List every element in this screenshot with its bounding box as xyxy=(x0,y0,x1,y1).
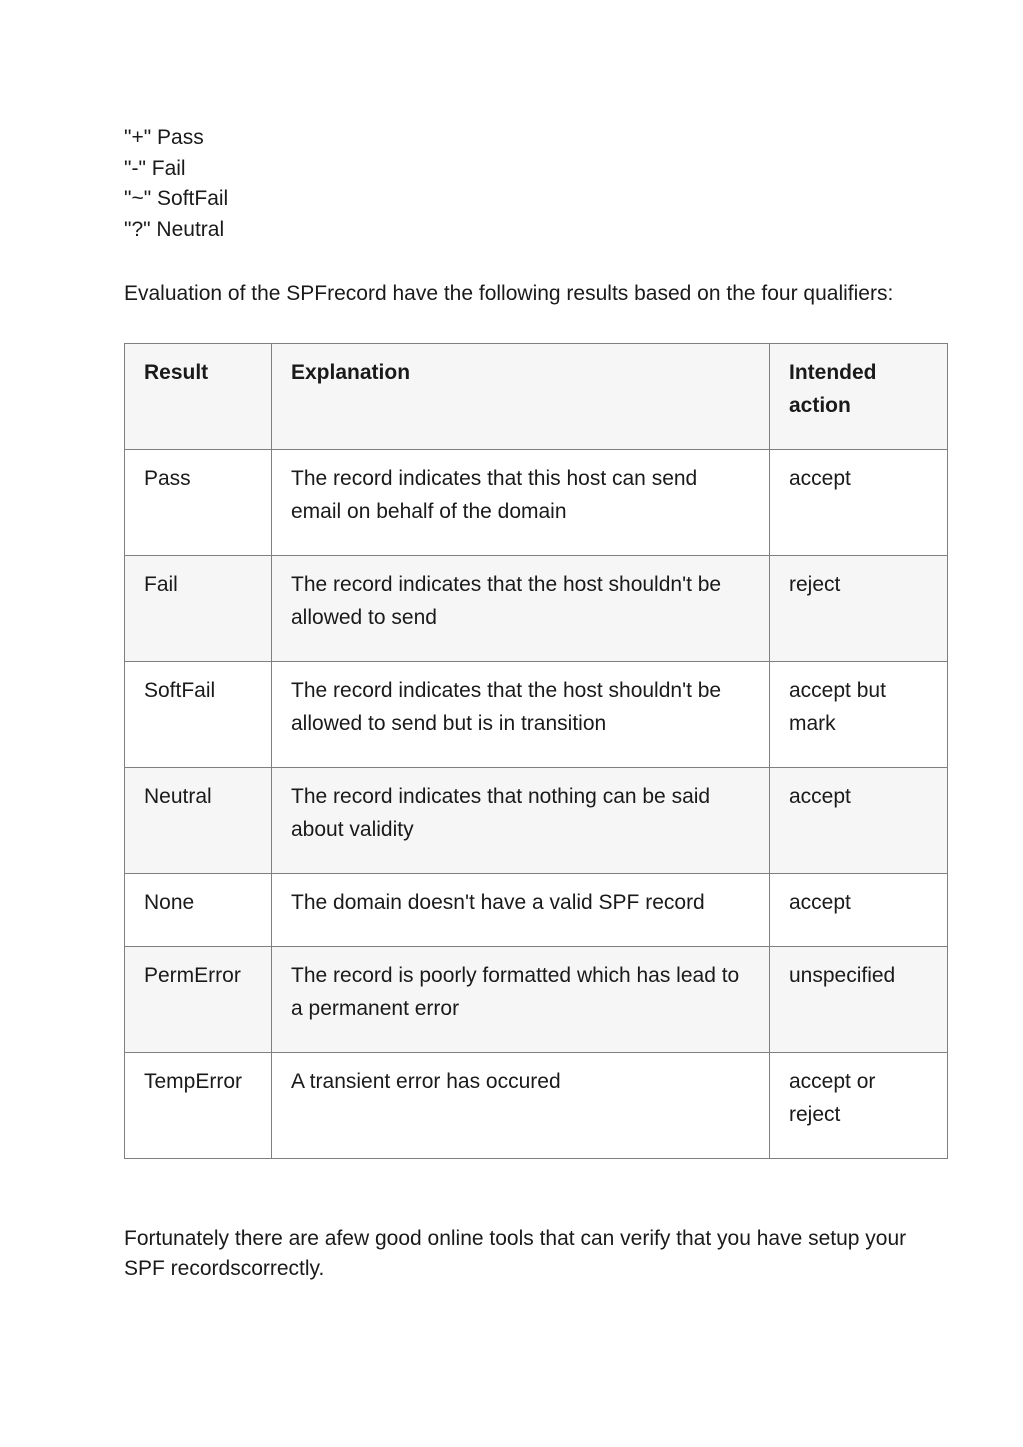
intro-paragraph: Evaluation of the SPFrecord have the following results based on the four qualifiers: xyxy=(124,282,894,305)
cell-action: reject xyxy=(770,555,948,661)
table-header-row xyxy=(125,343,948,449)
table-row xyxy=(125,946,948,1052)
header-intended-action: Intended action xyxy=(770,343,948,449)
cell-explanation: A transient error has occured xyxy=(272,1052,770,1158)
cell-result: Pass xyxy=(125,449,272,555)
cell-action: accept or reject xyxy=(770,1052,948,1158)
cell-action: accept xyxy=(770,873,948,946)
spf-results-table xyxy=(124,343,948,1159)
table-row xyxy=(125,873,948,946)
document-page xyxy=(124,123,947,1285)
cell-result: Fail xyxy=(125,555,272,661)
closing-paragraph: Fortunately there are afew good online tools that can verify that you have setup your SPF recordscorrectly. xyxy=(124,1226,907,1280)
cell-explanation: The record indicates that this host can send email on behalf of the domain xyxy=(272,449,770,555)
cell-explanation: The record indicates that the host shouldn't be allowed to send xyxy=(272,555,770,661)
cell-result: PermError xyxy=(125,946,272,1052)
qualifier-softfail: "~" SoftFail xyxy=(124,187,229,210)
table-row xyxy=(125,661,948,767)
cell-result: SoftFail xyxy=(125,661,272,767)
cell-result: Neutral xyxy=(125,767,272,873)
cell-action: accept xyxy=(770,767,948,873)
qualifier-neutral: "?" Neutral xyxy=(124,217,225,241)
cell-action: accept xyxy=(770,449,948,555)
cell-explanation: The record indicates that nothing can be said about validity xyxy=(272,767,770,873)
table-row xyxy=(125,449,948,555)
qualifier-fail: "-" Fail xyxy=(124,156,186,180)
qualifier-list xyxy=(124,123,947,245)
cell-action: accept but mark xyxy=(770,661,948,767)
cell-action: unspecified xyxy=(770,946,948,1052)
cell-result: TempError xyxy=(125,1052,272,1158)
cell-explanation: The domain doesn't have a valid SPF record xyxy=(272,873,770,946)
table-row xyxy=(125,767,948,873)
cell-explanation: The record indicates that the host shouldn't be allowed to send but is in transition xyxy=(272,661,770,767)
table-row xyxy=(125,1052,948,1158)
cell-explanation: The record is poorly formatted which has lead to a permanent error xyxy=(272,946,770,1052)
cell-result: None xyxy=(125,873,272,946)
qualifier-pass: "+" Pass xyxy=(124,126,204,149)
table-row xyxy=(125,555,948,661)
header-result: Result xyxy=(125,343,272,449)
header-explanation: Explanation xyxy=(272,343,770,449)
